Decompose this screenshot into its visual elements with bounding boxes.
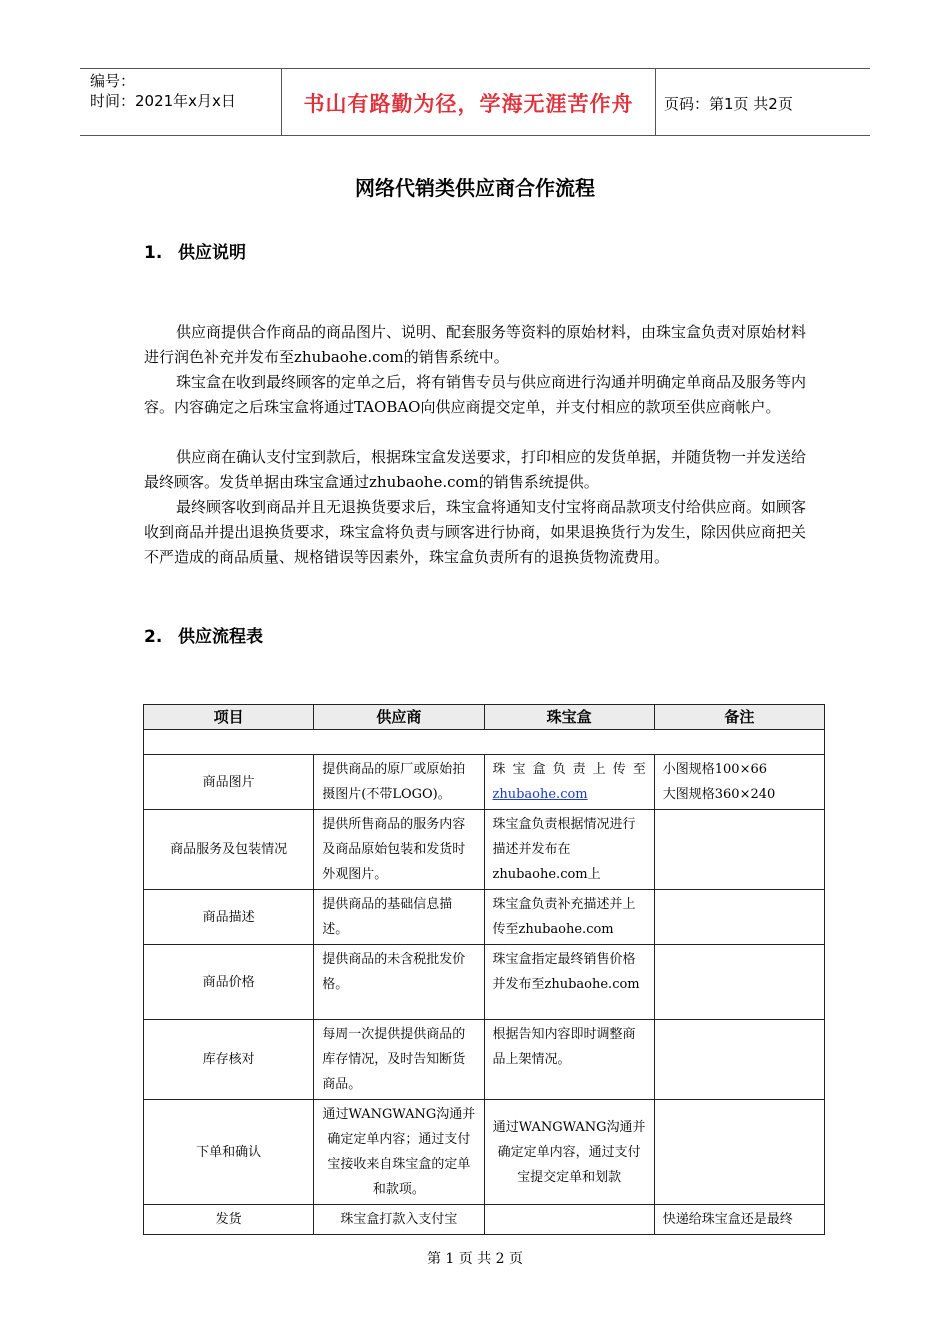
document-title: 网络代销类供应商合作流程 — [355, 176, 595, 200]
row-zhubaohe: 通过WANGWANG沟通并确定定单内容，通过支付宝提交定单和划款 — [484, 1100, 654, 1205]
header-number-label: 编号： — [90, 72, 136, 90]
row-zhubaohe — [484, 1205, 654, 1235]
header-motto: 书山有路勤为径，学海无涯苦作舟 — [303, 92, 634, 116]
header-zhubaohe: 珠宝盒 — [484, 705, 654, 730]
table-row — [144, 890, 825, 945]
note-line-2: 大图规格360×240 — [662, 787, 776, 802]
paragraph-3: 供应商在确认支付宝到款后，根据珠宝盒发送要求，打印相应的发货单据，并随货物一并发送给最终顾客。发货单据由珠宝盒通过zhubaohe.com的销售系统提供。 — [144, 448, 807, 491]
paragraph-4: 最终顾客收到商品并且无退换货要求后，珠宝盒将通知支付宝将商品款项支付给供应商。如顾客收到商品并提出退换货要求，珠宝盒将负责与顾客进行协商，如果退换货行为发生，除因供应商把关不严造成的商品质量、规格错误等因素外，珠宝盒负责所有的退换货物流费用。 — [144, 498, 807, 566]
table-row — [144, 945, 825, 1020]
row-supplier: 提供商品的未含税批发价格。 — [314, 945, 484, 1020]
table-row — [144, 1205, 825, 1235]
row-item: 下单和确认 — [144, 1100, 314, 1205]
row-note — [654, 890, 824, 945]
row-supplier: 提供商品的基础信息描述。 — [314, 890, 484, 945]
row-item: 库存核对 — [144, 1020, 314, 1100]
table-row — [144, 810, 825, 890]
row-note: 快递给珠宝盒还是最终 — [654, 1205, 824, 1235]
section-1-heading — [144, 238, 246, 263]
header-divider-right — [655, 68, 656, 136]
row-supplier: 提供商品的原厂或原始拍摄图片(不带LOGO)。 — [314, 755, 484, 810]
row-zhubaohe: 珠宝盒指定最终销售价格并发布至zhubaohe.com — [484, 945, 654, 1020]
row-note — [654, 1100, 824, 1205]
row-item: 商品图片 — [144, 755, 314, 810]
row-supplier: 通过WANGWANG沟通并确定定单内容；通过支付宝接收来自珠宝盒的定单和款项。 — [314, 1100, 484, 1205]
supply-flow-table — [143, 704, 825, 1235]
header-bottom-rule — [80, 135, 870, 136]
row-item: 商品价格 — [144, 945, 314, 1020]
header-note: 备注 — [654, 705, 824, 730]
row-item: 发货 — [144, 1205, 314, 1235]
spacer-cell — [144, 730, 825, 755]
row-zhubaohe: 珠宝盒负责补充描述并上传至zhubaohe.com — [484, 890, 654, 945]
table-row — [144, 1020, 825, 1100]
table-header-row — [144, 705, 825, 730]
page-footer: 第 1 页 共 2 页 — [426, 1251, 524, 1267]
table-row — [144, 1100, 825, 1205]
paragraph-2: 珠宝盒在收到最终顾客的定单之后，将有销售专员与供应商进行沟通并明确定单商品及服务等内容。内容确定之后珠宝盒将通过TAOBAO向供应商提交定单，并支付相应的款项至供应商帐户。 — [144, 373, 807, 416]
row-note — [654, 755, 824, 810]
row-zhubaohe: 根据告知内容即时调整商品上架情况。 — [484, 1020, 654, 1100]
row-zhubaohe: 珠宝盒负责根据情况进行描述并发布在zhubaohe.com上 — [484, 810, 654, 890]
section-1-title: 供应说明 — [178, 243, 246, 263]
header-item: 项目 — [144, 705, 314, 730]
section-2-title: 供应流程表 — [178, 627, 263, 647]
header-time-label: 时间：2021年x月x日 — [90, 92, 236, 110]
table-spacer-row — [144, 730, 825, 755]
row-item: 商品服务及包装情况 — [144, 810, 314, 890]
header-supplier: 供应商 — [314, 705, 484, 730]
row-zhubaohe-text: 珠宝盒负责上传至 — [492, 762, 646, 777]
row-note — [654, 945, 824, 1020]
row-note — [654, 810, 824, 890]
row-zhubaohe — [484, 755, 654, 810]
section-2-heading — [144, 622, 263, 647]
table-row — [144, 755, 825, 810]
row-supplier: 提供所售商品的服务内容及商品原始包装和发货时外观图片。 — [314, 810, 484, 890]
paragraph-1: 供应商提供合作商品的商品图片、说明、配套服务等资料的原始材料，由珠宝盒负责对原始材料进行润色补充并发布至zhubaohe.com的销售系统中。 — [144, 323, 807, 366]
header-top-rule — [80, 68, 870, 69]
header-page-label: 页码：第1页 共2页 — [664, 95, 793, 113]
row-note — [654, 1020, 824, 1100]
row-supplier: 每周一次提供提供商品的库存情况，及时告知断货商品。 — [314, 1020, 484, 1100]
row-item: 商品描述 — [144, 890, 314, 945]
section-2-number: 2. — [144, 627, 163, 647]
zhubaohe-link[interactable]: zhubaohe.com — [492, 787, 588, 802]
section-1-number: 1. — [144, 243, 163, 263]
row-supplier: 珠宝盒打款入支付宝 — [314, 1205, 484, 1235]
note-line-1: 小图规格100×66 — [662, 762, 767, 777]
